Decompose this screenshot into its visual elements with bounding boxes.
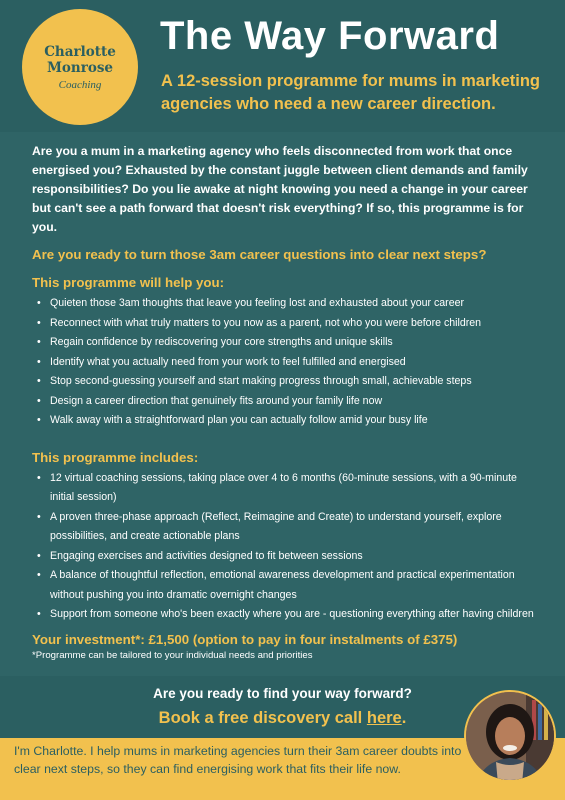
- logo-line3: Coaching: [58, 78, 102, 91]
- list-item: • Walk away with a straightforward plan you can actually follow amid your busy life: [32, 411, 542, 431]
- logo: [22, 9, 138, 125]
- includes-list: [32, 469, 542, 625]
- list-item: • Stop second-guessing yourself and start making progress through small, achievable steps: [32, 372, 542, 392]
- list-item: • 12 virtual coaching sessions, taking place over 4 to 6 months (60-minute sessions, with a 90-minute initial session): [32, 469, 542, 508]
- cta-book-prefix: Book a free discovery call: [158, 709, 367, 727]
- list-item: • A balance of thoughtful reflection, emotional awareness development and practical experimentation without pushing you into dramatic overnight changes: [32, 566, 542, 605]
- footer-bio: I'm Charlotte. I help mums in marketing agencies turn their 3am career doubts into clear next steps, so they can find energising work that fits their life now.: [14, 744, 462, 776]
- list-item: • Reconnect with what truly matters to you now as a parent, not who you were before children: [32, 314, 542, 334]
- help-list: [32, 294, 542, 431]
- list-item: • Design a career direction that genuinely fits around your family life now: [32, 392, 542, 412]
- list-item: • Support from someone who's been exactly where you are - questioning everything after having children: [32, 605, 542, 625]
- page-title: The Way Forward: [160, 14, 500, 58]
- investment-price: Your investment*: £1,500 (option to pay in four instalments of £375): [32, 631, 458, 647]
- main-content: [32, 142, 542, 663]
- list-item: • Quieten those 3am thoughts that leave you feeling lost and exhausted about your career: [32, 294, 542, 314]
- list-item: • A proven three-phase approach (Reflect, Reimagine and Create) to understand yourself, explore possibilities, and create actionable plans: [32, 508, 542, 547]
- list-item: • Engaging exercises and activities designed to fit between sessions: [32, 547, 542, 567]
- question-heading: Are you ready to turn those 3am career questions into clear next steps?: [32, 247, 487, 262]
- header: [0, 0, 565, 132]
- list-item: • Regain confidence by rediscovering your core strengths and unique skills: [32, 333, 542, 353]
- logo-line2: Monrose: [46, 59, 114, 76]
- help-heading: This programme will help you:: [32, 275, 225, 290]
- book-call-link[interactable]: here: [366, 709, 402, 727]
- logo-line1: Charlotte: [44, 43, 116, 60]
- cta-book-suffix: .: [401, 709, 407, 727]
- includes-heading: This programme includes:: [32, 449, 199, 465]
- footnote: *Programme can be tailored to your individual needs and priorities: [32, 649, 313, 661]
- cta-question: Are you ready to find your way forward?: [153, 686, 412, 701]
- portrait-photo: [466, 692, 556, 782]
- intro-paragraph: Are you a mum in a marketing agency who feels disconnected from work that once energised you? Exhausted by the constant juggle between client demands and family responsibilities? Do you lie awake at night knowing you need a change in your career but can't see a path forward that doesn't risk everything? If so, this programme is for you.: [32, 144, 528, 234]
- list-item: • Identify what you actually need from your work to feel fulfilled and energised: [32, 353, 542, 373]
- avatar: [464, 690, 556, 782]
- page-subtitle: A 12-session programme for mums in marketing agencies who need a new career direction.: [161, 72, 540, 113]
